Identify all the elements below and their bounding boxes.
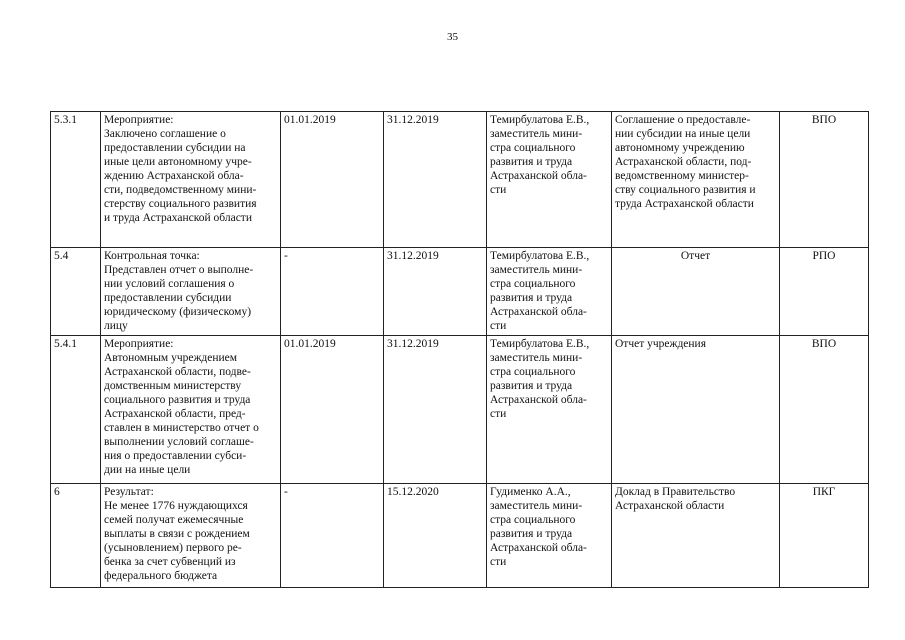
item-description-line: дии на иные цели: [104, 464, 191, 476]
plan-table: [50, 111, 869, 588]
responsible-person-line: заместитель мини-: [490, 352, 583, 364]
responsible-person-line: Темирбулатова Е.В.,: [490, 250, 590, 262]
responsible-person-line: заместитель мини-: [490, 264, 583, 276]
responsible-person: [487, 248, 612, 336]
item-description: [101, 248, 281, 336]
responsible-person-line: Астраханской обла-: [490, 306, 587, 318]
result-document-line: Астраханской области: [615, 500, 725, 512]
responsible-person-line: развития и труда: [490, 528, 573, 540]
item-description-line: ждению Астраханской обла-: [104, 170, 244, 182]
table-row: [51, 484, 869, 588]
result-document-line: ведомственному министер-: [615, 170, 749, 182]
responsible-person-line: развития и труда: [490, 380, 573, 392]
table-row: [51, 112, 869, 248]
result-document-line: Отчет учреждения: [615, 338, 707, 350]
item-description-line: сти, подведомственному мини-: [104, 184, 257, 196]
result-document-line: Соглашение о предоставле-: [615, 114, 751, 126]
result-document-line: автономному учреждению: [615, 142, 745, 154]
responsible-person-line: сти: [490, 408, 507, 420]
page-number: 35: [447, 31, 458, 43]
responsible-person-line: стра социального: [490, 514, 576, 526]
item-description-line: нии условий соглашения о: [104, 278, 235, 290]
result-document-line: Отчет: [680, 250, 711, 262]
result-document-line: ству социального развития и: [615, 184, 756, 196]
result-document-line: нии субсидии на иные цели: [615, 128, 751, 140]
item-description-line: и труда Астраханской области: [104, 212, 252, 224]
item-description-line: домственным министерству: [104, 380, 242, 392]
control-level: ВПО: [780, 336, 869, 484]
item-description-line: Автономным учреждением: [104, 352, 238, 364]
item-description-line: семей получат ежемесячные: [104, 514, 244, 526]
control-level: ВПО: [780, 112, 869, 248]
item-description-line: бенка за счет субвенций из: [104, 556, 236, 568]
plan-table-body: [51, 112, 869, 588]
item-description-line: стерству социального развития: [104, 198, 257, 210]
responsible-person-line: развития и труда: [490, 292, 573, 304]
item-description-line: лицу: [104, 320, 128, 332]
item-description-line: (усыновлением) первого ре-: [104, 542, 242, 554]
result-document-line: Доклад в Правительство: [615, 486, 736, 498]
responsible-person-line: сти: [490, 320, 507, 332]
result-document: [612, 484, 780, 588]
responsible-person-line: Гудименко А.А.,: [490, 486, 571, 498]
item-description: [101, 112, 281, 248]
item-description: [101, 336, 281, 484]
responsible-person-line: Астраханской обла-: [490, 542, 587, 554]
result-document: [612, 336, 780, 484]
item-description-line: юридическому (физическому): [104, 306, 252, 318]
start-date: 01.01.2019: [281, 112, 384, 248]
item-description-line: Мероприятие:: [104, 338, 174, 350]
responsible-person: [487, 336, 612, 484]
responsible-person-line: стра социального: [490, 142, 576, 154]
item-description-line: Мероприятие:: [104, 114, 174, 126]
end-date: 15.12.2020: [384, 484, 487, 588]
responsible-person-line: Астраханской обла-: [490, 394, 587, 406]
responsible-person-line: стра социального: [490, 278, 576, 290]
responsible-person: [487, 484, 612, 588]
item-description-line: ставлен в министерство отчет о: [104, 422, 259, 434]
responsible-person-line: Астраханской обла-: [490, 170, 587, 182]
item-description-line: предоставлении субсидии на: [104, 142, 246, 154]
item-description-line: федерального бюджета: [104, 570, 218, 582]
start-date: -: [281, 484, 384, 588]
item-description-line: Не менее 1776 нуждающихся: [104, 500, 248, 512]
item-description-line: предоставлении субсидии: [104, 292, 232, 304]
result-document: [612, 248, 780, 336]
responsible-person-line: стра социального: [490, 366, 576, 378]
responsible-person-line: сти: [490, 184, 507, 196]
table-row: [51, 336, 869, 484]
control-level: РПО: [780, 248, 869, 336]
start-date: -: [281, 248, 384, 336]
end-date: 31.12.2019: [384, 336, 487, 484]
item-description: [101, 484, 281, 588]
responsible-person-line: заместитель мини-: [490, 128, 583, 140]
result-document-line: Астраханской области, под-: [615, 156, 752, 168]
end-date: 31.12.2019: [384, 248, 487, 336]
item-description-line: выполнении условий соглаше-: [104, 436, 254, 448]
item-description-line: Заключено соглашение о: [104, 128, 226, 140]
item-description-line: Контрольная точка:: [104, 250, 200, 262]
item-number: 5.3.1: [51, 112, 101, 248]
end-date: 31.12.2019: [384, 112, 487, 248]
table-row: [51, 248, 869, 336]
responsible-person: [487, 112, 612, 248]
item-description-line: Астраханской области, подве-: [104, 366, 251, 378]
responsible-person-line: развития и труда: [490, 156, 573, 168]
start-date: 01.01.2019: [281, 336, 384, 484]
responsible-person-line: Темирбулатова Е.В.,: [490, 338, 590, 350]
item-description-line: Результат:: [104, 486, 154, 498]
responsible-person-line: Темирбулатова Е.В.,: [490, 114, 590, 126]
result-document: [612, 112, 780, 248]
item-number: 6: [51, 484, 101, 588]
item-description-line: выплаты в связи с рождением: [104, 528, 250, 540]
responsible-person-line: сти: [490, 556, 507, 568]
item-description-line: социального развития и труда: [104, 394, 251, 406]
item-description-line: иные цели автономному учре-: [104, 156, 252, 168]
control-level: ПКГ: [780, 484, 869, 588]
responsible-person-line: заместитель мини-: [490, 500, 583, 512]
result-document-line: труда Астраханской области: [615, 198, 754, 210]
item-description-line: ния о предоставлении субси-: [104, 450, 247, 462]
item-number: 5.4: [51, 248, 101, 336]
item-description-line: Астраханской области, пред-: [104, 408, 246, 420]
item-number: 5.4.1: [51, 336, 101, 484]
item-description-line: Представлен отчет о выполне-: [104, 264, 254, 276]
